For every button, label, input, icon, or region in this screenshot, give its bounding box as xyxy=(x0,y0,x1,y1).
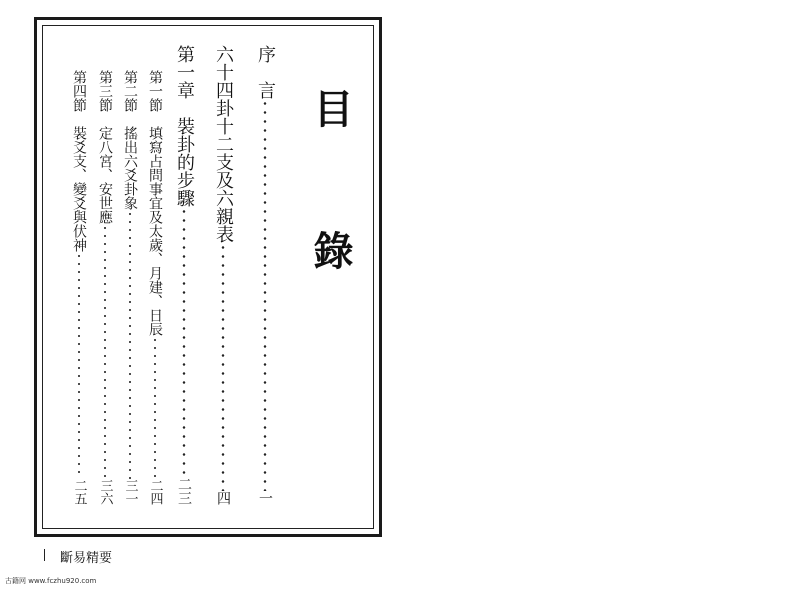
toc-entry-label: 第三節 定八宮、安世應 xyxy=(97,70,113,224)
toc-entry-preface[interactable] xyxy=(254,45,276,505)
toc-entry-label: 第二節 搖出六爻卦象 xyxy=(122,70,138,210)
toc-entry-page: 三六 xyxy=(97,479,113,505)
toc-entry-section-1[interactable] xyxy=(146,70,164,505)
leader-dots xyxy=(263,99,267,491)
toc-entry-page: 二三 xyxy=(176,477,192,505)
toc-entry-label: 序 言 xyxy=(255,45,276,99)
toc-entry-page: 二五 xyxy=(71,479,87,505)
toc-entry-label: 六十四卦十二支及六親表 xyxy=(213,45,234,243)
book-title: 斷易精要 xyxy=(60,551,113,566)
toc-entry-label: 第四節 裝爻支、變爻與伏神 xyxy=(71,70,87,252)
leader-dots xyxy=(221,243,225,491)
toc-entry-table[interactable] xyxy=(212,45,234,505)
leader-dots xyxy=(77,252,81,479)
toc-entry-page: 二四 xyxy=(147,479,163,505)
toc-entry-page: 一 xyxy=(257,491,273,505)
toc-entry-page: 三一 xyxy=(122,479,138,505)
leader-dots xyxy=(103,224,107,479)
toc-entry-label: 第一節 填寫占問事宜及太歲、月建、日辰 xyxy=(147,70,163,336)
toc-entry-chapter-1[interactable] xyxy=(173,45,195,505)
toc-entry-page: 四 xyxy=(215,491,231,505)
leader-dots xyxy=(182,207,186,477)
toc-entry-section-3[interactable] xyxy=(96,70,114,505)
toc-entry-section-2[interactable] xyxy=(121,70,139,505)
toc-entry-label: 第一章 裝卦的步驟 xyxy=(174,45,195,207)
watermark-text: 古籍网 www.fczhu920.com xyxy=(5,577,97,585)
leader-dots xyxy=(153,336,157,479)
page-title: 目 錄 xyxy=(307,88,353,314)
toc-entry-section-4[interactable] xyxy=(70,70,88,505)
footer-rule xyxy=(44,549,45,561)
leader-dots xyxy=(128,210,132,479)
